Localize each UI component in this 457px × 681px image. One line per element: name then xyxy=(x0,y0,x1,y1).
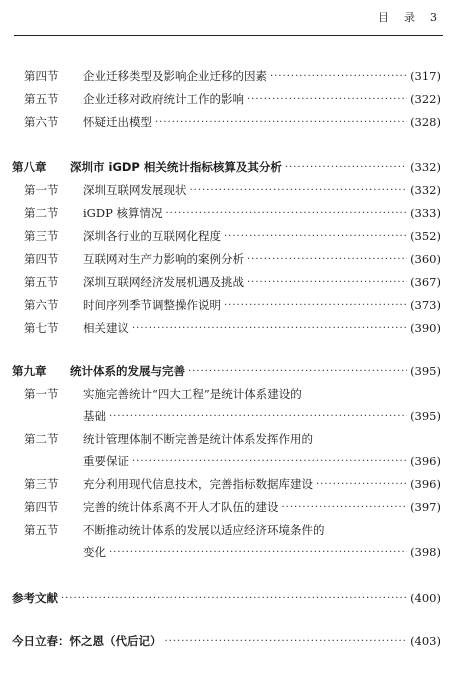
toc-entry[interactable] xyxy=(0,225,457,247)
toc-entry-line1[interactable] xyxy=(0,519,457,541)
toc-entry-title-line1: 统计管理体制不断完善是统计体系发挥作用的 xyxy=(83,432,313,446)
toc-entry-title: 深圳互联网发展现状 xyxy=(83,183,187,197)
toc-entry-page: (398) xyxy=(410,545,441,559)
dot-leader xyxy=(247,94,407,105)
toc-entry-title: 深圳各行业的互联网化程度 xyxy=(83,229,221,243)
dot-leader xyxy=(132,323,407,334)
toc-entry-page: (373) xyxy=(410,298,441,312)
toc-entry-number: 第三节 xyxy=(24,229,59,243)
toc-entry[interactable] xyxy=(0,405,457,427)
dot-leader xyxy=(282,502,408,513)
toc-entry-number: 第一节 xyxy=(24,183,59,197)
toc-entry[interactable] xyxy=(0,294,457,316)
toc-entry-title: iGDP 核算情况 xyxy=(83,206,163,220)
toc-entry-number: 第六节 xyxy=(24,115,59,129)
toc-entry-page: (367) xyxy=(410,275,441,289)
toc-entry-page: (396) xyxy=(410,477,441,491)
toc-entry-page: (397) xyxy=(410,500,441,514)
toc-entry-page: (400) xyxy=(410,591,441,605)
toc-entry-number: 第三节 xyxy=(24,477,59,491)
toc-entry-title: 时间序列季节调整操作说明 xyxy=(83,298,221,312)
toc-entry[interactable] xyxy=(0,271,457,293)
toc-entry[interactable] xyxy=(0,496,457,518)
dot-leader xyxy=(61,593,407,604)
toc-chapter-title: 统计体系的发展与完善 xyxy=(70,364,185,378)
toc-entry-title: 企业迁移类型及影响企业迁移的因素 xyxy=(83,69,267,83)
toc-entry-number: 第七节 xyxy=(24,321,59,335)
toc-entry[interactable] xyxy=(0,202,457,224)
toc-entry-number: 第四节 xyxy=(24,69,59,83)
dot-leader xyxy=(109,411,407,422)
toc-entry-number: 第五节 xyxy=(24,92,59,106)
toc-entry-title: 深圳互联网经济发展机遇及挑战 xyxy=(83,275,244,289)
dot-leader xyxy=(247,254,407,265)
toc-entry-title: 互联网对生产力影响的案例分析 xyxy=(83,252,244,266)
toc-entry[interactable] xyxy=(0,179,457,201)
toc-chapter-number: 第九章 xyxy=(12,364,47,378)
toc-entry-page: (395) xyxy=(410,364,441,378)
toc-afterword[interactable] xyxy=(0,630,457,652)
toc-references-title: 参考文献 xyxy=(12,591,58,605)
toc-entry-number: 第一节 xyxy=(24,387,59,401)
toc-entry-number: 第五节 xyxy=(24,523,59,537)
toc-chapter[interactable] xyxy=(0,156,457,178)
dot-leader xyxy=(224,231,407,242)
dot-leader xyxy=(190,185,408,196)
toc-entry[interactable] xyxy=(0,450,457,472)
dot-leader xyxy=(270,71,407,82)
toc-afterword-title: 今日立春：怀之恩（代后记） xyxy=(12,634,162,648)
toc-entry-page: (396) xyxy=(410,454,441,468)
toc-entry-title: 相关建议 xyxy=(83,321,129,335)
toc-chapter[interactable] xyxy=(0,360,457,382)
dot-leader xyxy=(132,456,407,467)
toc-entry-page: (322) xyxy=(410,92,441,106)
toc-entry-page: (352) xyxy=(410,229,441,243)
toc-entry-title-line1: 实施完善统计“四大工程”是统计体系建设的 xyxy=(83,387,302,401)
toc-chapter-title: 深圳市 iGDP 相关统计指标核算及其分析 xyxy=(70,160,282,174)
running-head: 目 录 3 xyxy=(378,11,439,24)
toc-entry[interactable] xyxy=(0,111,457,133)
toc-entry-number: 第二节 xyxy=(24,432,59,446)
toc-references[interactable] xyxy=(0,587,457,609)
toc-entry-number: 第四节 xyxy=(24,252,59,266)
toc-entry-page: (317) xyxy=(410,69,441,83)
toc-entry-title: 完善的统计体系离不开人才队伍的建设 xyxy=(83,500,279,514)
toc-entry-line1[interactable] xyxy=(0,428,457,450)
toc-entry-page: (328) xyxy=(410,115,441,129)
toc-entry-page: (395) xyxy=(410,409,441,423)
toc-entry-page: (332) xyxy=(410,183,441,197)
dot-leader xyxy=(247,277,407,288)
toc-entry-title: 变化 xyxy=(83,545,106,559)
toc-entry[interactable] xyxy=(0,317,457,339)
toc-entry-number: 第二节 xyxy=(24,206,59,220)
toc-entry-title: 怀疑迁出模型 xyxy=(83,115,152,129)
toc-entry-title: 充分利用现代信息技术，完善指标数据库建设 xyxy=(83,477,313,491)
dot-leader xyxy=(155,117,407,128)
toc-entry-title: 重要保证 xyxy=(83,454,129,468)
toc-entry[interactable] xyxy=(0,248,457,270)
dot-leader xyxy=(188,366,407,377)
toc-chapter-number: 第八章 xyxy=(12,160,47,174)
toc-entry-title: 基础 xyxy=(83,409,106,423)
toc-entry[interactable] xyxy=(0,473,457,495)
toc-entry-number: 第五节 xyxy=(24,275,59,289)
toc-entry-title: 企业迁移对政府统计工作的影响 xyxy=(83,92,244,106)
toc-entry-title-line1: 不断推动统计体系的发展以适应经济环境条件的 xyxy=(83,523,325,537)
dot-leader xyxy=(165,636,408,647)
dot-leader xyxy=(316,479,407,490)
toc-entry-line1[interactable] xyxy=(0,383,457,405)
dot-leader xyxy=(285,162,407,173)
toc-entry-page: (332) xyxy=(410,160,441,174)
dot-leader xyxy=(224,300,407,311)
dot-leader xyxy=(109,547,407,558)
toc-entry[interactable] xyxy=(0,541,457,563)
toc-entry-number: 第六节 xyxy=(24,298,59,312)
toc-entry-page: (390) xyxy=(410,321,441,335)
toc-entry-page: (403) xyxy=(410,634,441,648)
toc-entry[interactable] xyxy=(0,88,457,110)
dot-leader xyxy=(165,208,407,219)
toc-entry-number: 第四节 xyxy=(24,500,59,514)
toc-entry-page: (360) xyxy=(410,252,441,266)
toc-entry[interactable] xyxy=(0,65,457,87)
toc-entry-page: (333) xyxy=(410,206,441,220)
